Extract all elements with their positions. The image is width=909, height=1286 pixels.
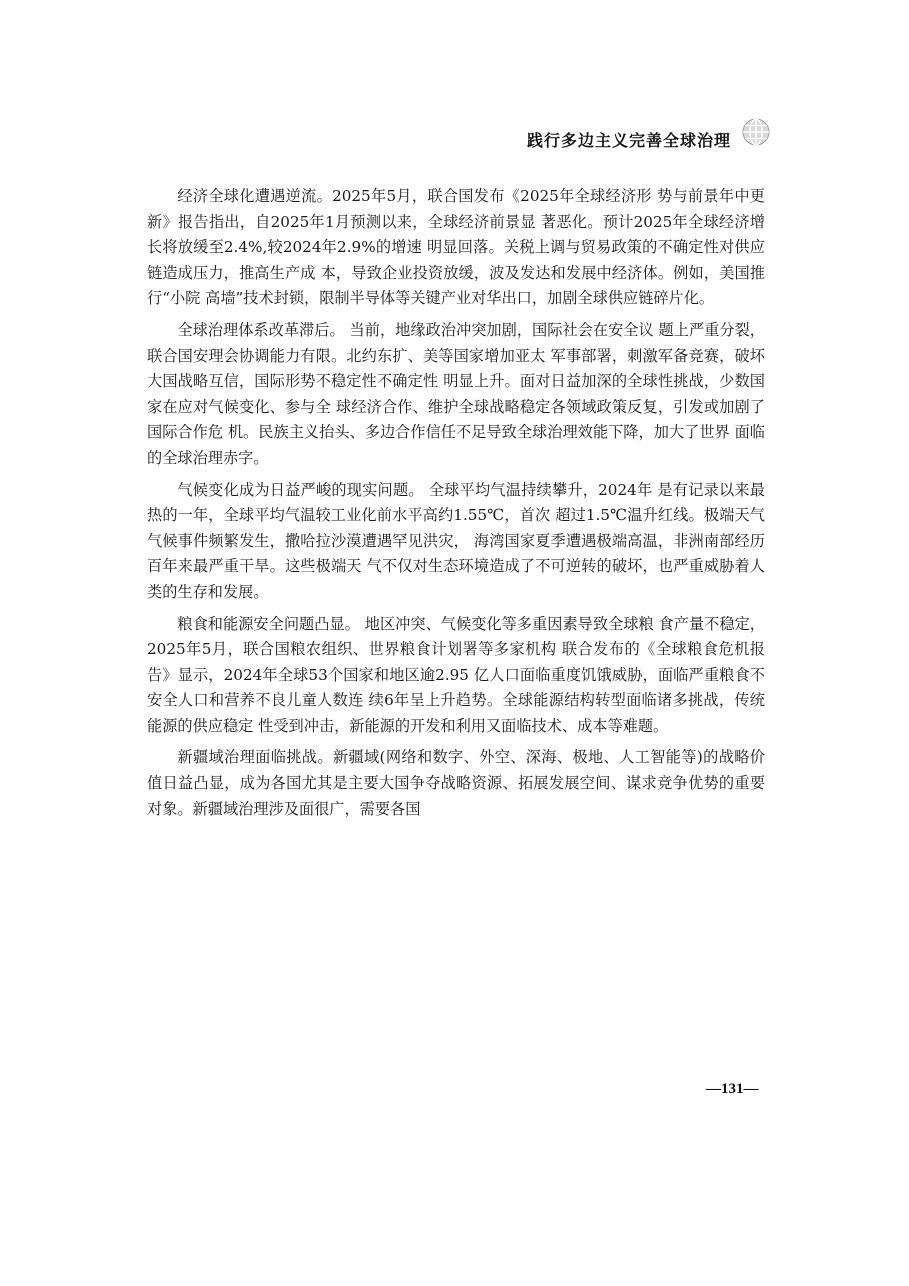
paragraph: 经济全球化遭遇逆流。2025年5月，联合国发布《2025年全球经济形 势与前景年中更新》报告指出，自2025年1月预测以来，全球经济前景显 著恶化。预计2025年全球经济增长将放缓至2.4%,较2024年2.9%的增速 明显回落。关税上调与贸易政策的不确定性对供应链造成压力，推高生产成 本，导致企业投资放缓，波及发达和发展中经济体。例如，美国推行“小院 高墙”技术封锁，限制半导体等关键产业对华出口，加剧全球供应链碎片化。	[147, 187, 765, 308]
body-text	[147, 184, 765, 828]
paragraph: 全球治理体系改革滞后。 当前，地缘政治冲突加剧，国际社会在安全议 题上严重分裂，联合国安理会协调能力有限。北约东扩、美等国家增加亚太 军事部署，刺激军备竞赛，破坏大国战略互信，国际形势不稳定性不确定性 明显上升。面对日益加深的全球性挑战，少数国家在应对气候变化、参与全 球经济合作、维护全球战略稳定各领域政策反复，引发或加剧了国际合作危 机。民族主义抬头、多边合作信任不足导致全球治理效能下降，加大了世界 面临的全球治理赤字。	[147, 320, 765, 467]
paragraph: 粮食和能源安全问题凸显。 地区冲突、气候变化等多重因素导致全球粮 食产量不稳定，2025年5月，联合国粮农组织、世界粮食计划署等多家机构 联合发布的《全球粮食危机报告》显示，2024年全球53个国家和地区逾2.95 亿人口面临重度饥饿威胁，面临严重粮食不安全人口和营养不良儿童人数连 续6年呈上升趋势。全球能源结构转型面临诸多挑战，传统能源的供应稳定 性受到冲击，新能源的开发和利用又面临技术、成本等难题。	[147, 614, 765, 735]
running-header: 践行多边主义完善全球治理	[526, 131, 731, 150]
page-number: —131—	[706, 1081, 759, 1097]
globe-icon	[741, 117, 771, 147]
paragraph: 气候变化成为日益严峻的现实问题。 全球平均气温持续攀升，2024年 是有记录以来最热的一年，全球平均气温较工业化前水平高约1.55℃，首次 超过1.5℃温升红线。极端天气气候事件频繁发生，撒哈拉沙漠遭遇罕见洪灾， 海湾国家夏季遭遇极端高温，非洲南部经历百年来最严重干旱。这些极端天 气不仅对生态环境造成了不可逆转的破坏，也严重威胁着人类的生存和发展。	[147, 480, 765, 601]
paragraph: 新疆域治理面临挑战。新疆域(网络和数字、外空、深海、极地、人工智能等)的战略价值日益凸显，成为各国尤其是主要大国争夺战略资源、拓展发展空间、谋求竞争优势的重要对象。新疆域治理涉及面很广，需要各国	[147, 748, 765, 818]
